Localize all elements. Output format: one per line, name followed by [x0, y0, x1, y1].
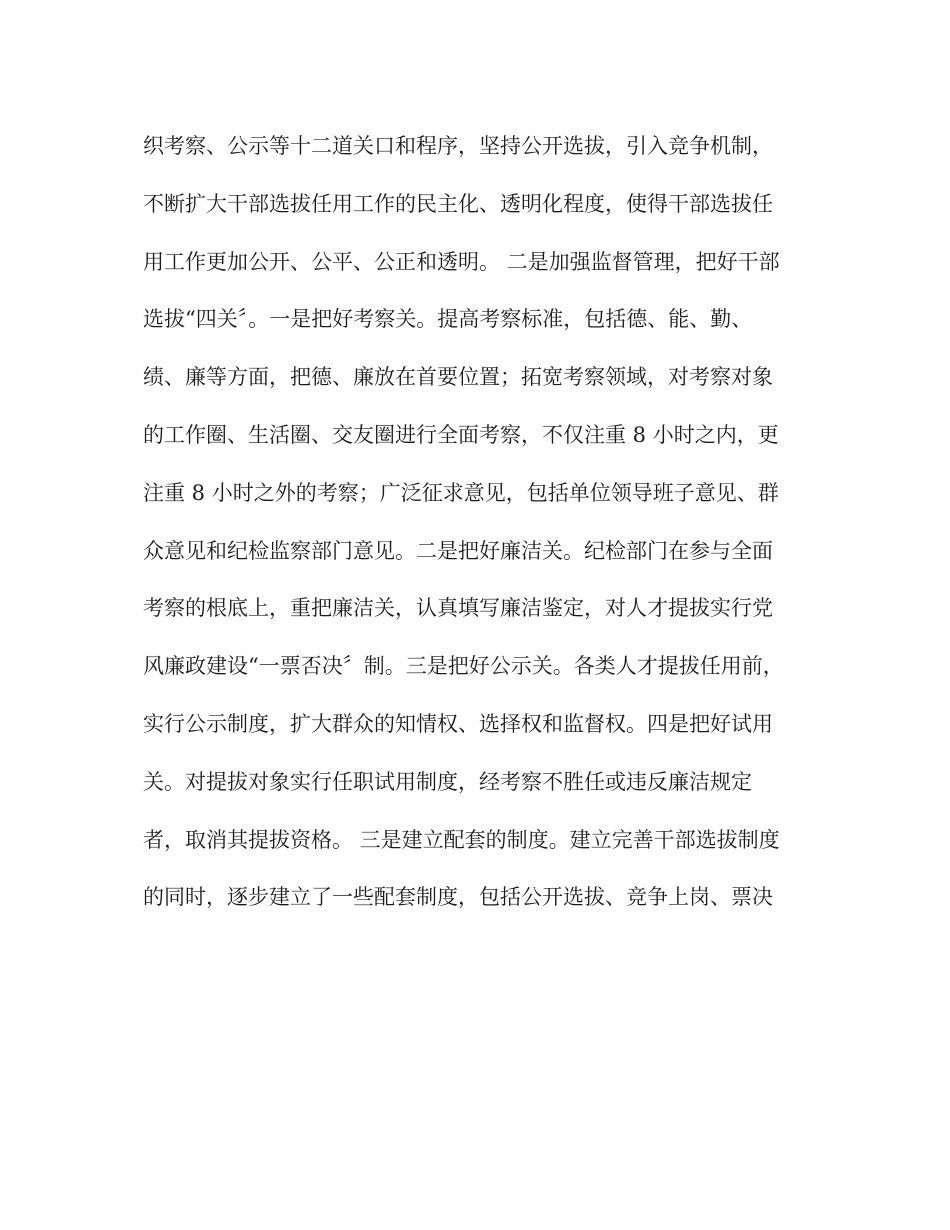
- text-line-4: 选拔“四关〞。一是把好考察关。提高考察标准，包括德、能、勤、: [143, 307, 753, 332]
- text-line-5: 绩、廉等方面，把德、廉放在首要位置；拓宽考察领域，对考察对象: [143, 365, 773, 390]
- text-line-8: 众意见和纪检监察部门意见。二是把好廉洁关。纪检部门在参与全面: [143, 538, 773, 563]
- text-line-11: 实行公示制度，扩大群众的知情权、选择权和监督权。四是把好试用: [143, 711, 773, 736]
- text-line-9: 考察的根底上，重把廉洁关，认真填写廉洁鉴定，对人才提拔实行党: [143, 596, 773, 621]
- text-line-12: 关。对提拔对象实行任职试用制度，经考察不胜任或违反廉洁规定: [143, 769, 752, 794]
- text-line-7: 注重 8 小时之外的考察；广泛征求意见，包括单位领导班子意见、群: [143, 480, 779, 505]
- body-text: [143, 118, 823, 927]
- text-line-2: 不断扩大干部选拔任用工作的民主化、透明化程度，使得干部选拔任: [143, 191, 773, 216]
- text-line-6: 的工作圈、生活圈、交友圈进行全面考察，不仅注重 8 小时之内，更: [143, 422, 779, 447]
- text-line-1: 织考察、公示等十二道关口和程序，坚持公开选拔，引入竞争机制，: [143, 134, 773, 158]
- text-line-14: 的同时，逐步建立了一些配套制度，包括公开选拔、竞争上岗、票决: [143, 885, 773, 910]
- text-line-13: 者，取消其提拔资格。 三是建立配套的制度。建立完善干部选拔制度: [143, 827, 780, 852]
- text-line-10: 风廉政建设“一票否决〞制。三是把好公示关。各类人才提拔任用前，: [143, 654, 784, 679]
- text-line-3: 用工作更加公开、公平、公正和透明。 二是加强监督管理，把好干部: [143, 249, 780, 274]
